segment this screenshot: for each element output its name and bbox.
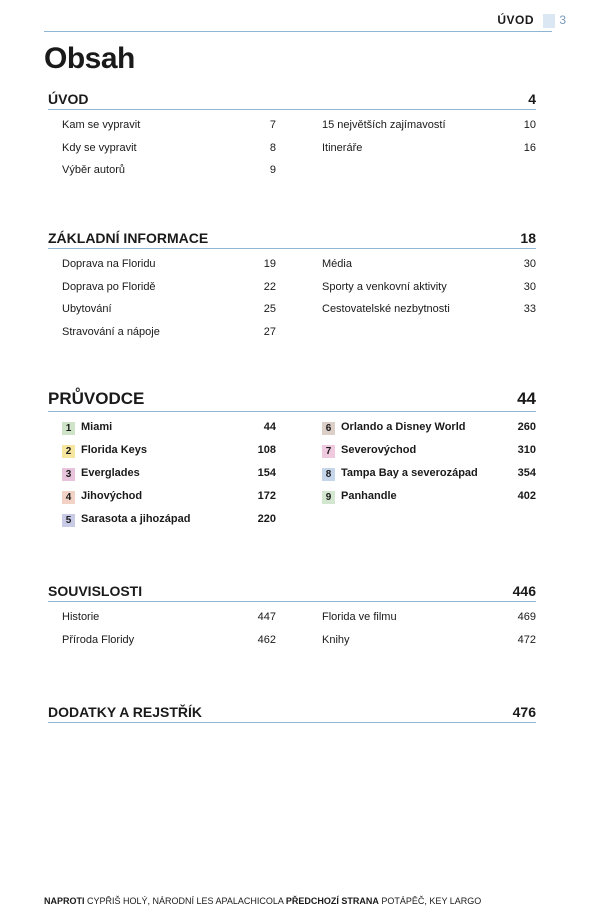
footer-key-opposite: NAPROTI [44, 896, 85, 906]
toc-entry[interactable] [322, 439, 536, 462]
section-pruvodce [48, 389, 536, 526]
running-head [44, 12, 566, 32]
section-name: PRŮVODCE [48, 389, 145, 408]
toc-entry-label: Doprava na Floridu [62, 258, 156, 270]
toc-entry-page: 462 [257, 633, 276, 646]
toc-entry[interactable] [62, 462, 276, 485]
toc-entry[interactable] [62, 485, 276, 508]
section-page: 18 [520, 230, 536, 246]
toc-entry-page: 472 [517, 633, 536, 646]
toc-entry[interactable] [62, 298, 276, 321]
toc-entry-label: Severovýchod [341, 444, 417, 456]
toc-entry-label: Everglades [81, 467, 140, 479]
footer-text-previous: POTÁPĚČ, KEY LARGO [378, 896, 482, 906]
toc-entry-label: Florida Keys [81, 444, 148, 456]
region-number-badge: 6 [322, 422, 335, 435]
toc-entry[interactable] [62, 629, 276, 652]
toc-entry-page: 260 [517, 421, 536, 433]
toc-entry-label: Miami [81, 421, 113, 433]
toc-entry-label: Cestovatelské nezbytnosti [322, 303, 450, 315]
section-souvislosti [48, 582, 536, 646]
toc-entry-label: Příroda Floridy [62, 633, 135, 646]
toc-entry-label: Itineráře [322, 141, 363, 154]
toc-entry-page: 44 [263, 421, 276, 433]
toc-entry[interactable] [62, 137, 276, 160]
toc-entry[interactable] [322, 416, 536, 439]
toc-entry[interactable] [62, 114, 276, 137]
region-number-badge: 9 [322, 491, 335, 504]
toc-entry-label: Jihovýchod [81, 490, 143, 502]
toc-entry-page: 402 [517, 490, 536, 502]
toc-entry-page: 16 [523, 141, 536, 154]
toc-entry-label: Kam se vypravit [62, 119, 141, 131]
toc-entry-page: 25 [263, 303, 276, 315]
section-header[interactable] [48, 389, 536, 412]
toc-entry-label: Kdy se vypravit [62, 141, 137, 154]
toc-entry[interactable] [322, 462, 536, 485]
toc-entry-page: 27 [263, 325, 276, 338]
region-number-badge: 4 [62, 491, 75, 504]
toc-entry[interactable] [322, 276, 536, 299]
section-page: 44 [517, 389, 536, 408]
toc-entry-label: Doprava po Floridě [62, 280, 156, 293]
toc-entry-label: Ubytování [62, 303, 112, 315]
toc-entry-page: 310 [517, 444, 536, 456]
toc-entry-label: 15 největších zajímavostí [322, 119, 446, 131]
toc-entry-page: 30 [523, 280, 536, 293]
toc-entry-page: 108 [257, 444, 276, 456]
running-head-page-number: 3 [559, 13, 566, 27]
region-number-badge: 2 [62, 445, 75, 458]
toc-entry[interactable] [62, 276, 276, 299]
toc-entry-label: Knihy [322, 633, 350, 646]
toc-entry[interactable] [62, 606, 276, 629]
section-name: ÚVOD [48, 91, 89, 107]
toc-entry-page: 447 [257, 611, 276, 623]
section-header[interactable] [48, 90, 536, 110]
footer-key-previous: PŘEDCHOZÍ STRANA [285, 896, 379, 906]
toc-entry-label: Florida ve filmu [322, 611, 397, 623]
toc-entry-page: 33 [523, 303, 536, 315]
section-name: DODATKY A REJSTŘÍK [48, 704, 203, 720]
section-name: SOUVISLOSTI [48, 583, 143, 599]
toc-entry-label: Média [322, 258, 352, 270]
toc-entry[interactable] [322, 485, 536, 508]
toc-entry[interactable] [62, 253, 276, 276]
toc-entry-label: Tampa Bay a severozápad [341, 467, 478, 479]
toc-entry[interactable] [62, 508, 276, 531]
toc-entry-page: 172 [257, 490, 276, 502]
toc-entry-page: 30 [523, 258, 536, 270]
toc-entry-label: Sporty a venkovní aktivity [322, 280, 447, 293]
region-number-badge: 7 [322, 445, 335, 458]
region-number-badge: 5 [62, 514, 75, 527]
section-name: ZÁKLADNÍ INFORMACE [48, 230, 209, 246]
toc-entry-label: Panhandle [341, 490, 397, 502]
toc-entry-page: 19 [263, 258, 276, 270]
toc-entry-page: 10 [523, 119, 536, 131]
toc-entry-page: 22 [263, 280, 276, 293]
region-number-badge: 8 [322, 468, 335, 481]
footer-text-opposite: CYPŘIŠ HOLÝ, NÁRODNÍ LES APALACHICOLA [84, 896, 286, 906]
running-head-tab [543, 14, 555, 28]
running-head-section: ÚVOD [497, 13, 534, 27]
section-header[interactable] [48, 229, 536, 249]
toc-entry[interactable] [322, 629, 536, 652]
toc-entry[interactable] [322, 298, 536, 321]
section-header[interactable] [48, 703, 536, 723]
toc-entry-label: Stravování a nápoje [62, 325, 160, 338]
toc-entry-page: 7 [269, 119, 276, 131]
section-uvod [48, 90, 536, 176]
toc-entry-label: Orlando a Disney World [341, 421, 466, 433]
photo-credits-footer [44, 896, 481, 906]
section-dodatky [48, 703, 536, 723]
toc-entry-label: Sarasota a jihozápad [81, 513, 191, 525]
section-header[interactable] [48, 582, 536, 602]
section-page: 446 [512, 583, 536, 599]
toc-entry[interactable] [322, 114, 536, 137]
toc-entry-page: 9 [269, 164, 276, 176]
region-number-badge: 1 [62, 422, 75, 435]
toc-entry[interactable] [62, 416, 276, 439]
toc-entry-page: 469 [517, 611, 536, 623]
page-title: Obsah [44, 42, 135, 75]
toc-entry[interactable] [62, 321, 276, 344]
toc-entry[interactable] [62, 439, 276, 462]
section-page: 4 [528, 91, 536, 107]
toc-entry-label: Historie [62, 611, 100, 623]
section-page: 476 [512, 704, 536, 720]
toc-entry-page: 154 [257, 467, 276, 479]
toc-entry[interactable] [322, 137, 536, 160]
region-number-badge: 3 [62, 468, 75, 481]
toc-entry[interactable] [62, 159, 276, 182]
toc-entry-label: Výběr autorů [62, 164, 125, 176]
toc-entry[interactable] [322, 253, 536, 276]
toc-entry-page: 354 [517, 467, 536, 479]
toc-entry-page: 8 [269, 141, 276, 154]
toc-entry[interactable] [322, 606, 536, 629]
toc-entry-page: 220 [257, 513, 276, 525]
section-zakladni-informace [48, 229, 536, 338]
